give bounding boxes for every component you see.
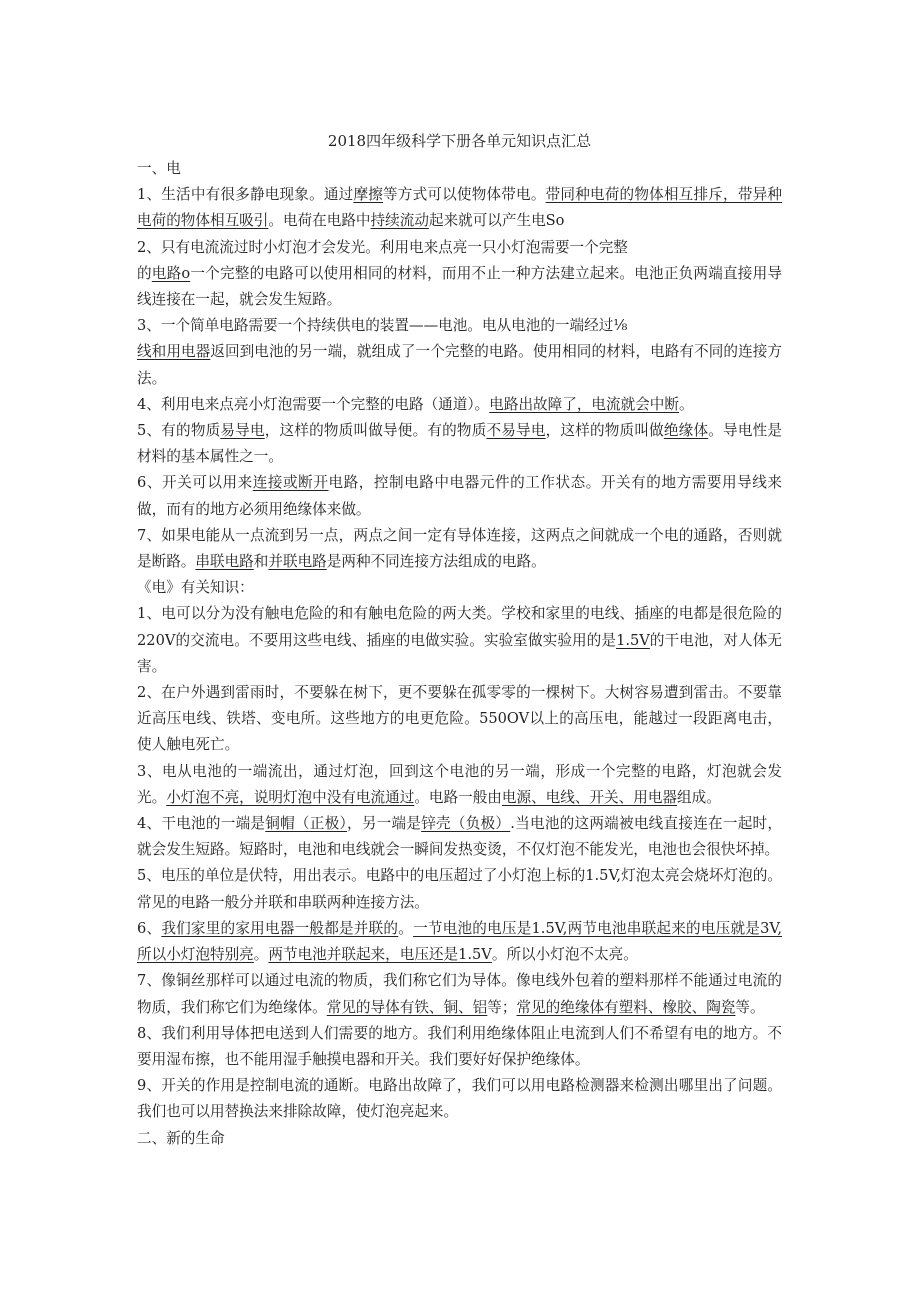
document-title: 2018四年级科学下册各单元知识点汇总: [327, 132, 592, 150]
underlined-text: 易导电: [220, 422, 265, 440]
underlined-text: 并联电路: [268, 553, 327, 571]
paragraph: [137, 759, 782, 811]
text-run: 7、如果电能从一点流到另一点，两点之间一定有导体连接，这两点之间就成一个电的通路，否则就是断路。: [137, 526, 782, 571]
underlined-text: 线和用电器: [137, 343, 211, 361]
text-run: 。: [398, 919, 414, 937]
text-run: 一、电: [137, 160, 181, 177]
text-run: ，另一端是: [347, 815, 422, 833]
text-run: 。导电性是材料的基本属性之一。: [137, 422, 782, 466]
underlined-text: 两节电池并联起来，电压还是1.5V: [268, 946, 492, 964]
underlined-text: 1.5V: [616, 631, 650, 649]
text-run: 是两种不同连接方法组成的电路。: [326, 553, 546, 571]
underlined-text: 电路出故障了，电流就会中断: [489, 395, 679, 413]
underlined-text: 带同种电荷的物体相互排斥，带异种电荷的物体相互吸引: [137, 186, 782, 230]
paragraph: [137, 1073, 782, 1125]
text-run: 。: [678, 395, 694, 413]
text-run: ，这样的物质叫做导便。有的物质: [264, 422, 487, 440]
text-run: 的干电池，对人体无害。: [137, 631, 782, 675]
text-run: 7、像铜丝那样可以通过电流的物质，我们称它们为导体。像电线外包着的塑料那样不能通过电流的物质，我们称它们为绝缘体。: [137, 972, 782, 1016]
text-run: .当电池的这两端被电线直接连在一起时，就会发生短路。短路时，电池和电线就会一瞬间发热变烫，不仅灯泡不能发光，电池也会很快坏掉。: [137, 815, 782, 859]
text-run: 6、: [137, 919, 162, 937]
text-run: 2、只有电流流过时小灯泡才会发光。利用电来点亮一只小灯泡需要一个完整: [137, 238, 628, 256]
underlined-text: 电路o: [151, 264, 191, 282]
paragraph: [137, 261, 782, 313]
text-run: 。电荷在电路中: [268, 212, 371, 230]
paragraph: [137, 235, 782, 261]
text-run: 返回到电池的另一端，就组成了一个完整的电路。使用相同的材料，电路有不同的连接方法。: [137, 343, 782, 387]
underlined-text: 锌壳（负极）: [421, 815, 511, 833]
paragraph: [137, 339, 782, 391]
text-run: ，这样的物质叫做: [545, 422, 664, 440]
text-run: 5、电压的单位是伏特，用出表示。电路中的电压超过了小灯泡上标的1.5V,灯泡太亮会烧坏灯泡的。常见的电路一般分并联和串联两种连接方法。: [137, 867, 782, 911]
paragraph: [137, 916, 782, 968]
text-run: 3、一个简单电路需要一个持续供电的装置——电池。电从电池的一端经过⅛: [137, 317, 628, 335]
underlined-text: 小灯泡不亮，说明灯泡中没有电流通过: [166, 788, 415, 806]
text-run: 4、利用电来点亮小灯泡需要一个完整的电路（通道）。: [137, 395, 490, 413]
text-run: 4、干电池的一端是: [137, 815, 266, 833]
paragraph: [137, 863, 782, 915]
underlined-text: 一节电池的电压是1.5V,两节电池串联起来的电压就是3V,所以小灯泡特别亮: [137, 919, 782, 964]
text-run: 等。: [735, 998, 765, 1016]
text-run: 和: [253, 553, 269, 571]
paragraph: [137, 470, 782, 522]
text-run: 等；: [487, 998, 517, 1016]
underlined-text: 不易导电: [486, 422, 546, 440]
paragraph: [137, 1021, 782, 1073]
underlined-text: 电源、电线、开关、用电器: [501, 788, 678, 806]
text-run: 3、电从电池的一端流出，通过灯泡，回到这个电池的另一端，形成一个完整的电路，灯泡就会发光。: [137, 762, 782, 806]
text-run: 5、有的物质: [137, 422, 221, 440]
text-run: 一个完整的电路可以使用相同的材料，而用不止一种方法建立起来。电池正负两端直接用导线连接在一起，就会发生短路。: [137, 264, 782, 309]
text-run: 1、电可以分为没有触电危险的和有触电危险的两大类。学校和家里的电线、插座的电都是很危险的220V的交流电。不要用这些电线、插座的电做实验。实验室做实验用的是: [137, 605, 782, 649]
underlined-text: 连接或断开: [252, 474, 329, 492]
text-run: 9、开关的作用是控制电流的通断。电路出故障了，我们可以用电路检测器来检测出哪里出了问题。我们也可以用替换法来排除故障，使灯泡亮起来。: [137, 1077, 782, 1121]
text-run: 《电》有关知识：: [137, 579, 254, 597]
text-run: 2、在户外遇到雷雨时，不要躲在树下，更不要躲在孤零零的一棵树下。大树容易遭到雷击。不要靠近高压电线、铁塔、变电所。这些地方的电更危险。550OV以上的高压电，能越过一段距离电击，使人触电死亡。: [137, 684, 782, 754]
text-run: 1、生活中有很多静电现象。通过: [137, 186, 354, 204]
paragraph: [137, 156, 782, 182]
paragraph: [137, 392, 782, 418]
underlined-text: 常见的导体有铁、铜、铝: [326, 998, 488, 1016]
underlined-text: 铜帽（正极）: [265, 815, 347, 833]
underlined-text: 我们家里的家用电器一般都是并联的: [161, 919, 399, 937]
text-run: 等方式可以使物体带电。: [383, 186, 546, 204]
text-run: 起来就可以产生电So: [428, 212, 565, 230]
text-run: 8、我们利用导体把电送到人们需要的地方。我们利用绝缘体阻止电流到人们不希望有电的地方。不要用湿布擦，也不能用湿手触摸电器和开关。我们要好好保护绝缘体。: [137, 1024, 782, 1068]
paragraph: [137, 1126, 782, 1152]
text-run: 组成。: [677, 788, 721, 806]
underlined-text: 绝缘体: [663, 422, 709, 440]
text-run: 二、新的生命: [137, 1129, 225, 1147]
text-run: 电路，控制电路中电器元件的工作状态。开关有的地方需要用导线来做，而有的地方必须用绝缘体来做。: [137, 474, 782, 518]
text-run: 的: [137, 264, 152, 282]
document-page: [137, 128, 782, 1152]
document-body: [137, 156, 782, 1152]
underlined-text: 摩擦: [353, 186, 384, 204]
paragraph: [137, 313, 782, 339]
underlined-text: 串联电路: [195, 553, 254, 571]
text-run: 。电路一般由: [414, 788, 502, 806]
paragraph: [137, 968, 782, 1020]
paragraph: [137, 418, 782, 470]
text-run: 。所以小灯泡不太亮。: [491, 946, 638, 964]
paragraph: [137, 182, 782, 234]
underlined-text: 持续流动: [370, 212, 429, 230]
paragraph: [137, 601, 782, 680]
paragraph: [137, 680, 782, 759]
paragraph: [137, 575, 782, 601]
text-run: 。: [253, 946, 269, 964]
paragraph: [137, 811, 782, 863]
text-run: 6、开关可以用来: [137, 474, 253, 492]
paragraph: [137, 523, 782, 575]
underlined-text: 常见的绝缘体有塑料、橡胶、陶瓷: [516, 998, 736, 1016]
